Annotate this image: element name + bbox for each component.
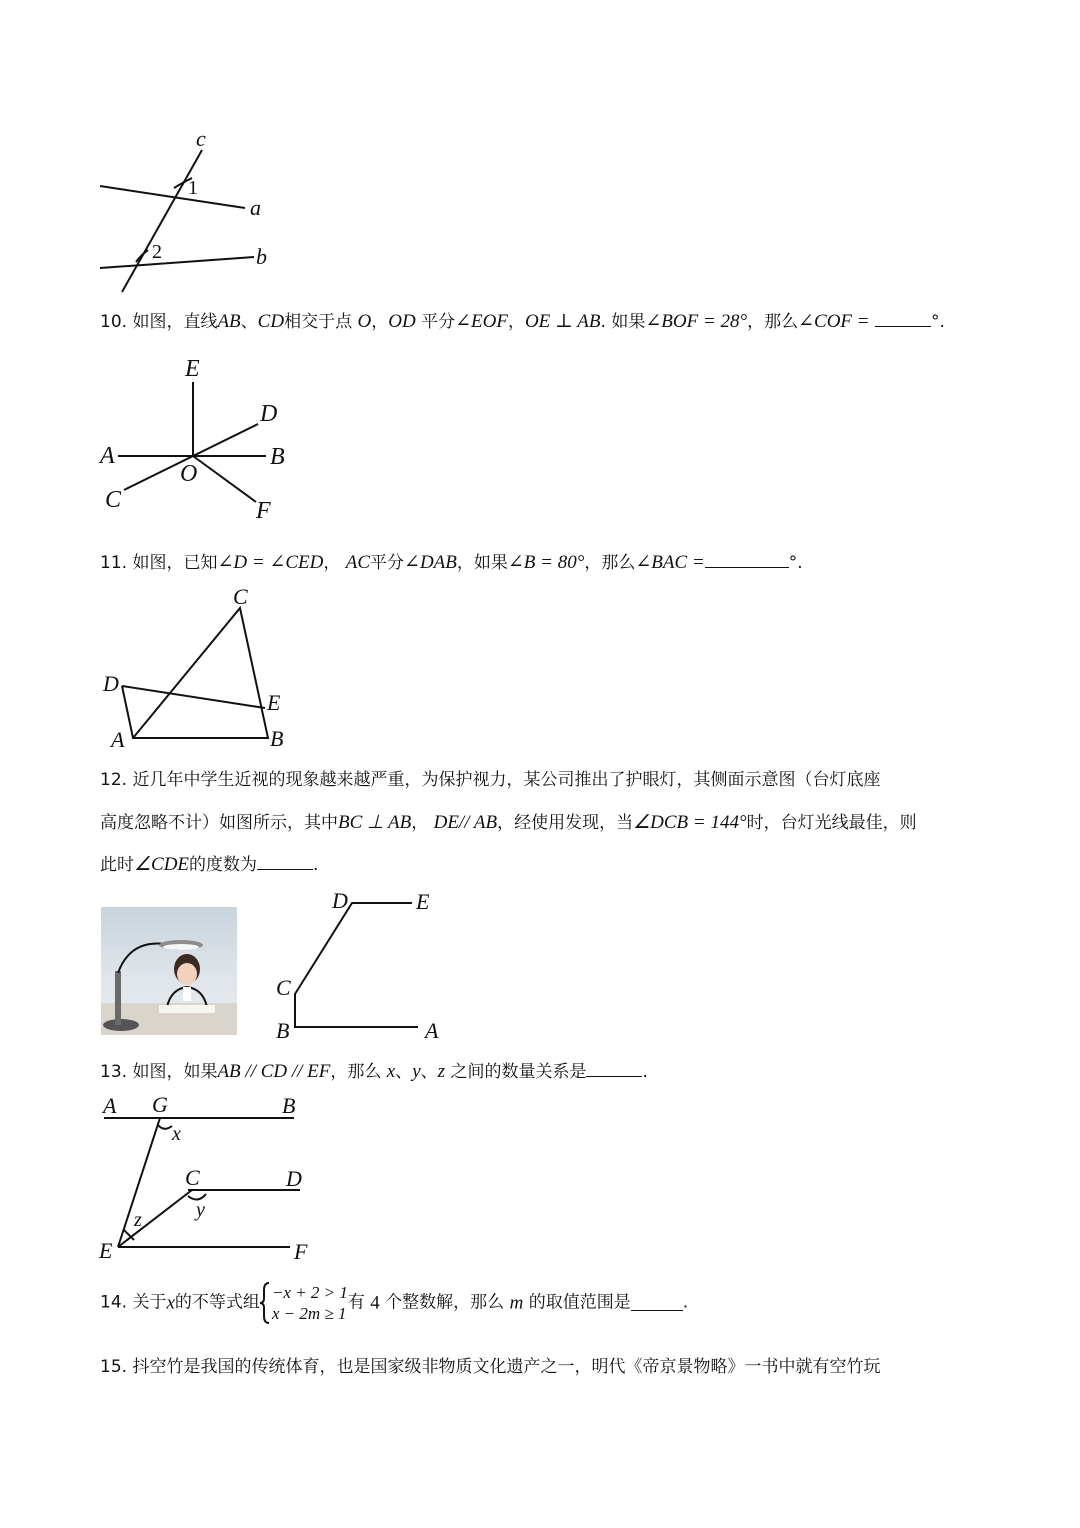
answer-blank — [631, 1296, 683, 1311]
label-O: O — [180, 461, 198, 487]
label-B: B — [282, 1093, 296, 1118]
label-C: C — [233, 584, 248, 609]
label-A: A — [100, 443, 115, 469]
question-14: 14. 关于x的不等式组 −x + 2 > 1 x − 2m ≥ 1 有 4 个整数解，那么 m 的取值范围是 . — [100, 1283, 689, 1323]
inequality-row-1: −x + 2 > 1 — [271, 1283, 348, 1302]
label-G: G — [152, 1092, 168, 1117]
label-E: E — [99, 1238, 113, 1263]
angle-x-arc — [158, 1125, 172, 1129]
brace-icon — [260, 1282, 270, 1324]
label-b: b — [256, 244, 267, 269]
label-D: D — [260, 401, 278, 427]
label-E: E — [267, 690, 281, 715]
label-F: F — [256, 498, 271, 524]
label-B: B — [270, 444, 285, 470]
inequality-system — [260, 1282, 348, 1324]
label-B: B — [270, 726, 284, 751]
question-15: 15. 抖空竹是我国的传统体育，也是国家级非物质文化遗产之一，明代《帝京景物略》一书中就有空竹玩 — [100, 1357, 881, 1377]
label-A: A — [111, 727, 125, 752]
label-1: 1 — [188, 177, 198, 199]
question-13: 13. 如图，如果AB // CD // EF，那么 x、y、z 之间的数量关系是 . — [100, 1061, 648, 1082]
label-E: E — [185, 356, 200, 382]
question-11: 11. 如图，已知∠D = ∠CED， AC平分∠DAB，如果∠B = 80°，那么∠BAC = °. — [100, 552, 803, 573]
label-F: F — [294, 1239, 308, 1264]
question-12-line-2: 高度忽略不计）如图所示，其中BC ⊥ AB， DE// AB，经使用发现，当∠DCB = 144°时，台灯光线最佳，则 — [100, 812, 917, 833]
label-c: c — [196, 126, 206, 151]
label-D: D — [103, 671, 119, 696]
label-D: D — [286, 1166, 302, 1191]
question-12-line-3: 此时∠CDE的度数为 . — [100, 854, 319, 875]
label-C: C — [276, 975, 291, 1000]
label-C: C — [105, 487, 122, 513]
label-x: x — [172, 1123, 181, 1145]
label-C: C — [185, 1165, 200, 1190]
label-E: E — [416, 889, 430, 914]
label-D: D — [332, 888, 348, 913]
label-B: B — [276, 1018, 290, 1043]
segment-ec — [118, 1190, 192, 1247]
question-12-line-1: 12. 近几年中学生近视的现象越来越严重，为保护视力，某公司推出了护眼灯，其侧面示意图（台灯底座 — [100, 770, 881, 790]
label-A: A — [103, 1093, 117, 1118]
label-a: a — [250, 195, 261, 220]
label-2: 2 — [152, 241, 162, 263]
label-z: z — [134, 1209, 142, 1231]
question-10: 10. 如图，直线AB、CD相交于点 O，OD 平分∠EOF，OE ⊥ AB. 如果∠BOF = 28°，那么∠COF = °. — [100, 311, 945, 332]
label-y: y — [196, 1199, 205, 1221]
inequality-row-2: x − 2m ≥ 1 — [271, 1304, 347, 1323]
label-A: A — [425, 1018, 439, 1043]
